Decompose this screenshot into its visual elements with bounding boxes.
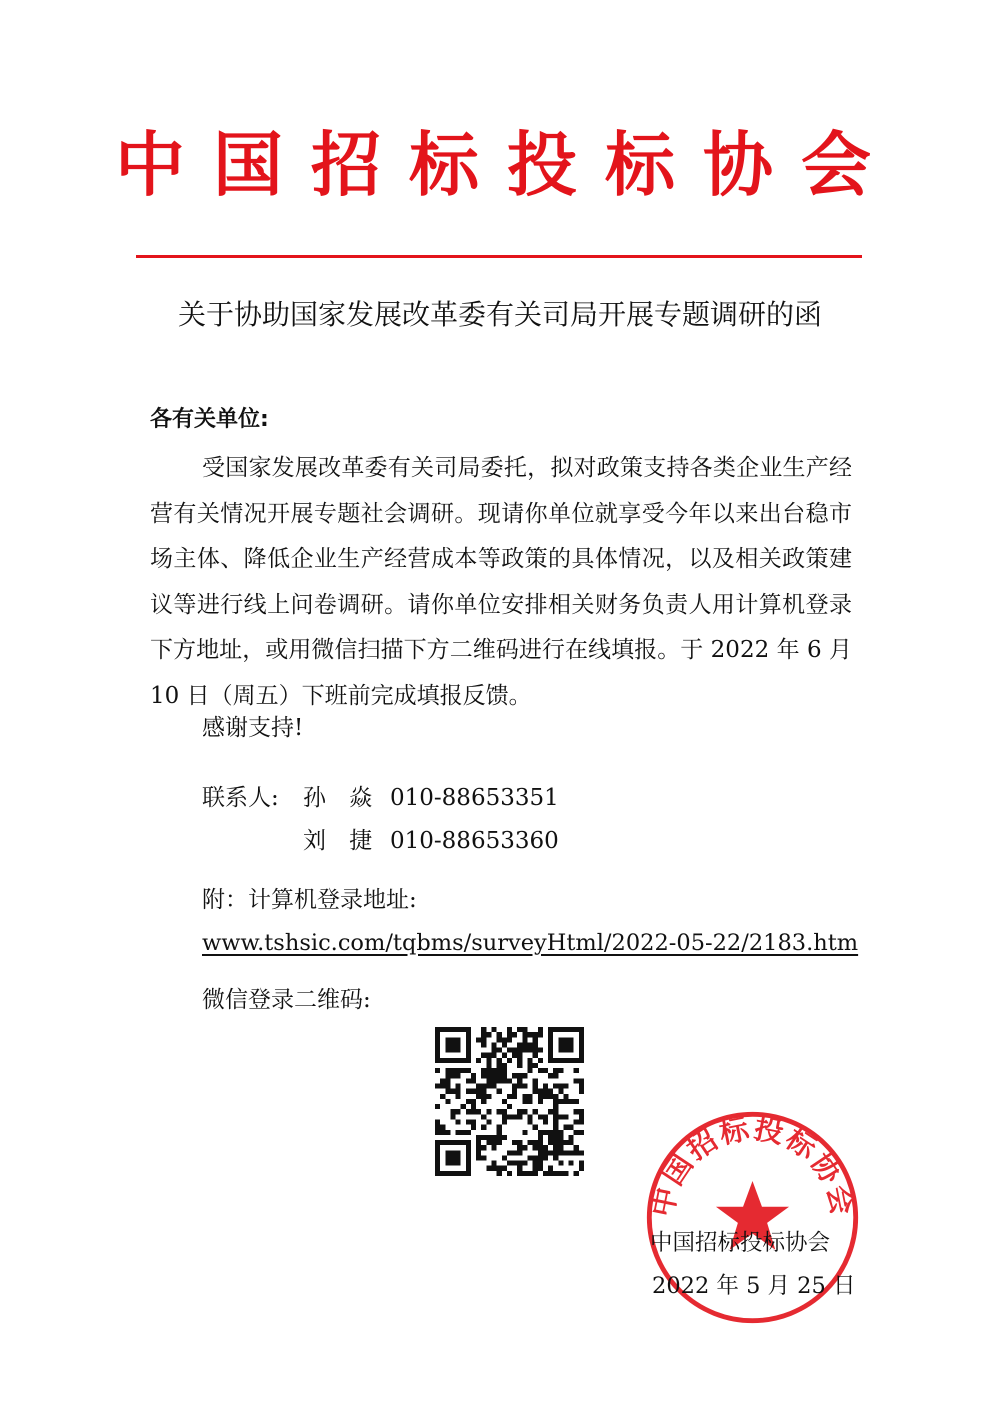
contact-phone: 010-88653351 bbox=[390, 785, 559, 811]
letterhead-divider bbox=[136, 255, 862, 258]
contact-name: 刘 捷 bbox=[303, 828, 381, 854]
attachment-label: 附：计算机登录地址: bbox=[202, 887, 417, 913]
signer-org: 中国招标投标协会 bbox=[650, 1230, 831, 1256]
contact-phone: 010-88653360 bbox=[390, 828, 559, 854]
salutation: 各有关单位: bbox=[150, 407, 269, 432]
document-title: 关于协助国家发展改革委有关司局开展专题调研的函 bbox=[177, 298, 822, 331]
thanks-line: 感谢支持! bbox=[202, 715, 304, 741]
letterhead-title: 中国招标投标协会 bbox=[115, 124, 899, 206]
survey-link[interactable]: www.tshsic.com/tqbms/surveyHtml/2022-05-22/2183.htm bbox=[202, 930, 859, 956]
qr-code-icon[interactable] bbox=[435, 1027, 584, 1176]
body-paragraph: 受国家发展改革委有关司局委托，拟对政策支持各类企业生产经营有关情况开展专题社会调研。现请你单位就享受今年以来出台稳市场主体、降低企业生产经营成本等政策的具体情况，以及相关政策建议等进行线上问卷调研。请你单位安排相关财务负责人用计算机登录下方地址，或用微信扫描下方二维码进行在线填报。于 2022 年 6 月 10 日（周五）下班前完成填报反馈。 bbox=[150, 455, 852, 709]
seal-text: 中国招标投标协会 bbox=[645, 1110, 860, 1220]
wechat-qr-label: 微信登录二维码: bbox=[202, 987, 371, 1013]
contact-label: 联系人: bbox=[202, 785, 279, 811]
contact-name: 孙 焱 bbox=[303, 785, 381, 811]
signature-date: 2022 年 5 月 25 日 bbox=[652, 1273, 856, 1299]
